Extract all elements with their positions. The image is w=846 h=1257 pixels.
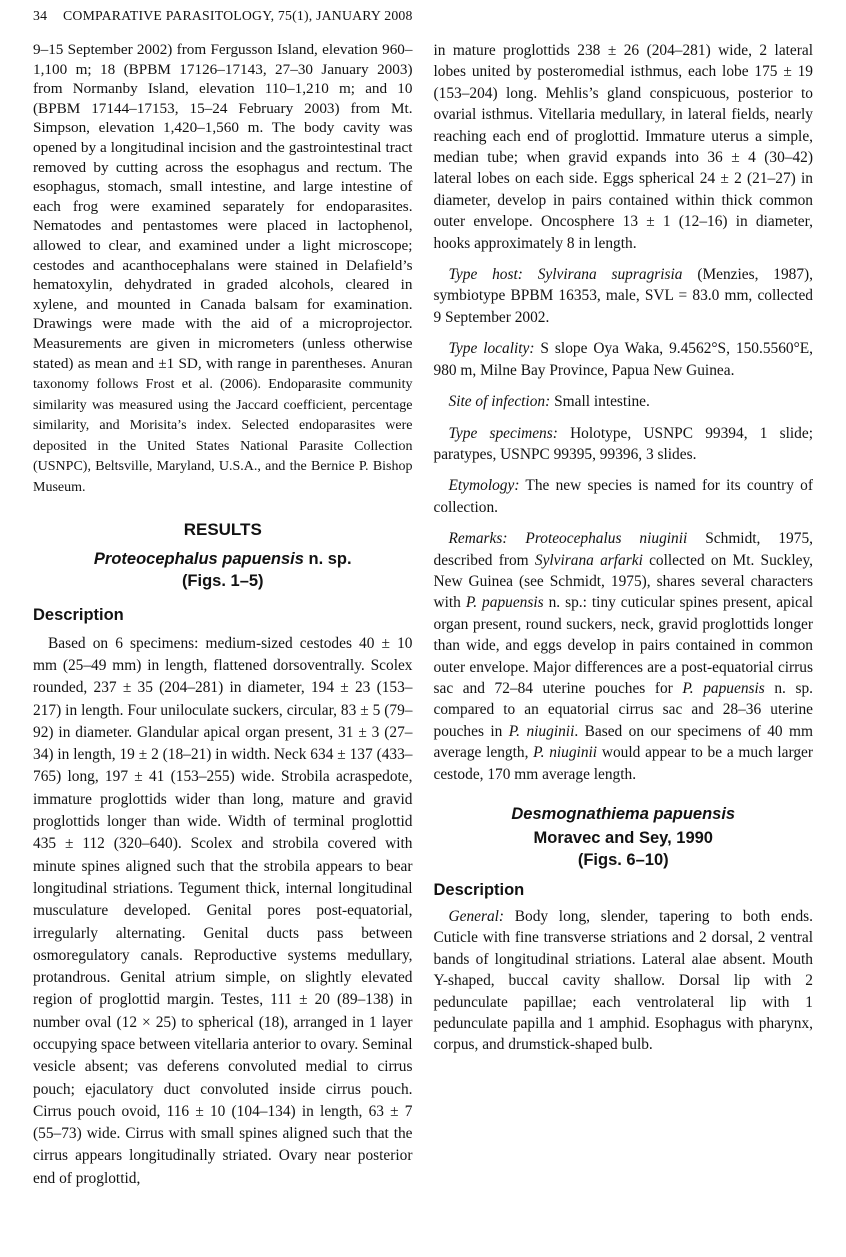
ovary-continuation-paragraph: in mature proglottids 238 ± 26 (204–281) wide, 2 lateral lobes united by posteromedial isthmus, each lobe 175 ± 19 (153–204) long. Mehlis’s gland conspicuous, posterior to ovarial isthmus. Vitellaria medullary, in lateral fields, nearly reaching each end of proglottid. Immature uterus a simple, median tube; when gravid expands into 36 ± 4 (30–42) lateral lobes on each side. Eggs spherical 24 ± 2 (21–27) in diameter, develop in pairs contained within thick common outer envelope. Oncosphere 13 ± 1 (12–16) in diameter, hooks approximately 8 in length. [433, 42, 813, 252]
species-authority: Moravec and Sey, 1990 [533, 829, 713, 847]
figs-label-1: (Figs. 1–5) [181, 571, 264, 590]
left-column [33, 40, 413, 1190]
species-heading-proteocephalus: Proteocephalus papuensis n. sp. [93, 549, 352, 568]
type-locality-paragraph: Type locality: S slope Oya Waka, 9.4562°S, 150.5560°E, 980 m, Milne Bay Province, Papua New Guinea. [433, 340, 814, 379]
general-paragraph: General: Body long, slender, tapering to both ends. Cuticle with fine transverse striations and 2 dorsal, 2 ventral bands of longitudinal striations. Lateral alae absent. Mouth Y-shaped, buccal cavity shallow. Dorsal lip with 2 pedunculate papillae; each ventrolateral lip with 1 pedunculate papilla and 1 amphid. Esophagus with pharynx, corpus, and drumstick-shaped bulb. [433, 908, 813, 1054]
site-of-infection-paragraph: Site of infection: Small intestine. [448, 393, 650, 411]
description-paragraph-proteocephalus: Based on 6 specimens: medium-sized cestodes 40 ± 10 mm (25–49 mm) in length, flattened dorsoventrally. Scolex rounded, 237 ± 35 (204–281) in diameter, 194 ± 23 (153–217) in length. Four uniloculate suckers, circular, 83 ± 5 (79–92) in diameter. Glandular apical organ present, 31 ± 3 (27–34) in length, 19 ± 2 (18–21) in width. Neck 634 ± 137 (433–765) long, 197 ± 41 (153–255) wide. Strobila acraspedote, immature proglottids wider than long, mature and gravid proglottids longer than wide. Width of terminal proglottid 435 ± 112 (320–640). Scolex and strobila covered with minute spines aligned such that the strobila appears to bear longitudinal striations. Tegument thick, internal longitudinal musculature developed. Genital pores post-equatorial, irregularly alternating. Genital ducts pass between osmoregulatory canals. Reproductive systems medullary, protandrous. Genital atrium simple, on slightly elevated region of proglottid margin. Testes, 111 ± 20 (89–138) in number oval (12 × 25) to spherical (18), arranged in 1 layer occupying space between vitellaria anterior to ovary. Seminal vesicle absent; vas deferens convoluted medial to cirrus pouch; ejaculatory duct convoluted inside cirrus pouch. Cirrus pouch ovoid, 116 ± 10 (104–134) in length, 63 ± 7 (55–73) wide. Cirrus with small spines aligned such that the cirrus appears longitudinally striated. Ovary near posterior end of proglottid, [33, 634, 413, 1187]
type-specimens-paragraph: Type specimens: Holotype, USNPC 99394, 1 slide; paratypes, USNPC 99395, 99396, 3 slides. [433, 424, 813, 463]
species-heading-desmognathiema: Desmognathiema papuensis [511, 805, 736, 823]
results-heading: RESULTS [183, 519, 262, 539]
type-host-paragraph: Type host: Sylvirana supragrisia (Menzies, 1987), symbiotype BPBM 16353, male, SVL = 83.0 mm, collected 9 September 2002. [433, 266, 814, 326]
description-heading-2: Description [433, 881, 525, 899]
page-number: 34 [33, 8, 48, 23]
running-header [0, 0, 846, 24]
description-heading-1: Description [33, 605, 124, 624]
figs-label-2: (Figs. 6–10) [577, 851, 669, 869]
methods-paragraph: 9–15 September 2002) from Fergusson Island, elevation 960–1,100 m; 18 (BPBM 17126–17143, 27–30 January 2003) from Normanby Island, elevation 110–1,210 m; and 10 (BPBM 17144–17153, 15–24 February 2003) from Mt. Simpson, elevation 1,420–1,560 m. The body cavity was opened by a longitudinal incision and the gastrointestinal tract removed by cutting across the esophagus and rectum. The esophagus, stomach, small intestine, and large intestine of each frog were examined separately for endoparasites. Nematodes and pentastomes were placed in lactophenol, allowed to clear, and examined under a light microscope; cestodes and acanthocephalans were stained in Delafield’s hematoxylin, dehydrated in graded alcohols, cleared in xylene, and mounted in Canada balsam for examination. Drawings were made with the aid of a microprojector. Measurements are given in micrometers (unless otherwise stated) as mean and ±1 SD, with range in parentheses. Anuran taxonomy follows Frost et al. (2006). Endoparasite community similarity was measured using the Jaccard coefficient, percentage similarity, and Morisita’s index. Selected endoparasites were deposited in the United States National Parasite Collection (USNPC), Beltsville, Maryland, U.S.A., and the Bernice P. Bishop Museum. [33, 41, 413, 496]
remarks-paragraph: Remarks: Proteocephalus niuginii Schmidt, 1975, described from Sylvirana arfarki collected on Mt. Suckley, New Guinea (see Schmidt, 1975), shares several characters with P. papuensis n. sp.: tiny cuticular spines present, apical organ present, round suckers, neck, gravid proglottids longer than wide, and eggs develop in pairs contained in common outer envelope. Major differences are a post-equatorial cirrus sac and 72–84 uterine pouches for P. papuensis n. sp. compared to an equatorial cirrus sac and 28–36 uterine pouches in P. niuginii. Based on our specimens of 40 mm average length, P. niuginii would appear to be a much larger cestode, 170 mm average length. [433, 530, 813, 783]
running-head-title: COMPARATIVE PARASITOLOGY, 75(1), JANUARY 2008 [63, 8, 413, 23]
two-column-layout [0, 24, 846, 1190]
etymology-paragraph: Etymology: The new species is named for its country of collection. [433, 477, 813, 516]
right-column [434, 40, 814, 1190]
